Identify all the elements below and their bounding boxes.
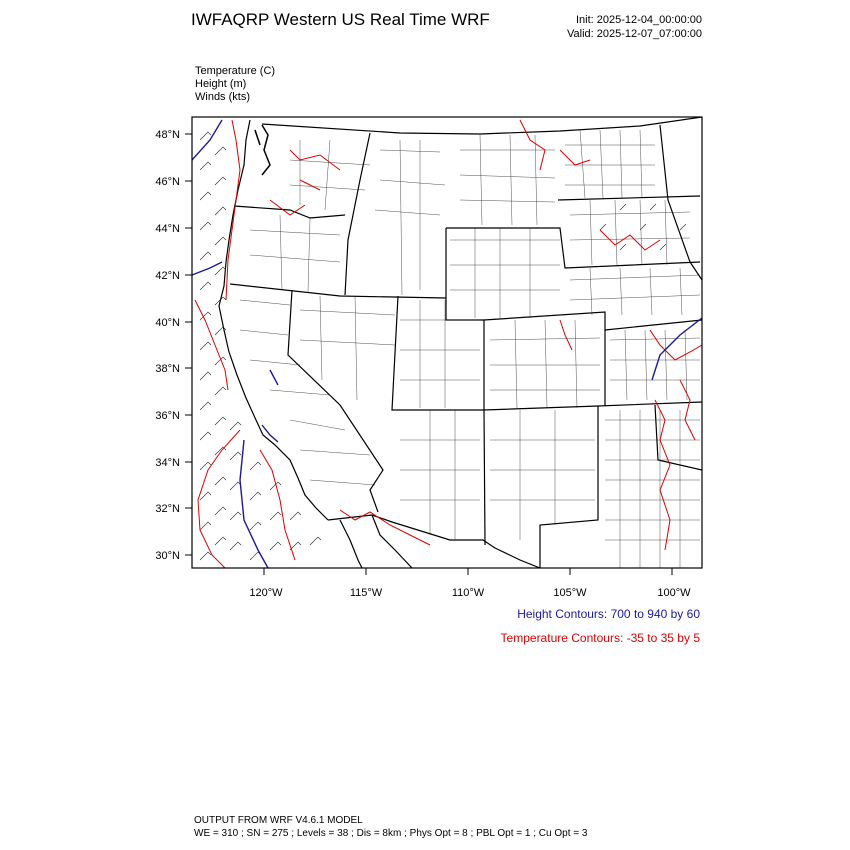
field-label-temperature: Temperature (C) (195, 65, 276, 77)
latitude-ticks (185, 134, 192, 555)
wind-barbs (200, 132, 686, 560)
longitude-labels (249, 587, 691, 599)
lat-label-48n: 48°N (155, 129, 180, 141)
height-contour-note: Height Contours: 700 to 940 by 60 (517, 607, 700, 621)
state-boundaries (230, 125, 702, 568)
field-label-winds: Winds (kts) (195, 91, 250, 103)
valid-time: Valid: 2025-12-07_07:00:00 (567, 28, 702, 40)
lon-label-100w: 100°W (657, 587, 691, 599)
gulf-of-california (340, 515, 412, 568)
lon-label-120w: 120°W (249, 587, 283, 599)
lat-label-30n: 30°N (155, 550, 180, 562)
lat-label-36n: 36°N (155, 410, 180, 422)
longitude-ticks (264, 568, 672, 575)
county-boundaries (240, 130, 700, 568)
lat-label-38n: 38°N (155, 363, 180, 375)
lat-label-34n: 34°N (155, 457, 180, 469)
lon-label-110w: 110°W (451, 587, 485, 599)
latitude-labels (155, 129, 180, 562)
model-version: OUTPUT FROM WRF V4.6.1 MODEL (194, 815, 363, 826)
lon-label-105w: 105°W (553, 587, 587, 599)
temperature-contour-note: Temperature Contours: -35 to 35 by 5 (500, 631, 700, 645)
lat-label-40n: 40°N (155, 317, 180, 329)
model-parameters: WE = 310 ; SN = 275 ; Levels = 38 ; Dis = 8km ; Phys Opt = 8 ; PBL Opt = 1 ; Cu Opt = 3 (194, 828, 588, 839)
lat-label-44n: 44°N (155, 223, 180, 235)
field-label-height: Height (m) (195, 78, 247, 90)
lon-label-115w: 115°W (349, 587, 383, 599)
map-title: IWFAQRP Western US Real Time WRF (191, 10, 490, 29)
lat-label-42n: 42°N (155, 270, 180, 282)
map-plot-area (192, 117, 702, 568)
temperature-contours (195, 120, 702, 568)
lat-label-46n: 46°N (155, 176, 180, 188)
pacific-coastline (219, 120, 328, 520)
mexico-border (328, 515, 540, 568)
canada-border (262, 117, 702, 134)
lat-label-32n: 32°N (155, 503, 180, 515)
puget-sound (255, 125, 270, 175)
init-time: Init: 2025-12-04_00:00:00 (576, 14, 702, 26)
